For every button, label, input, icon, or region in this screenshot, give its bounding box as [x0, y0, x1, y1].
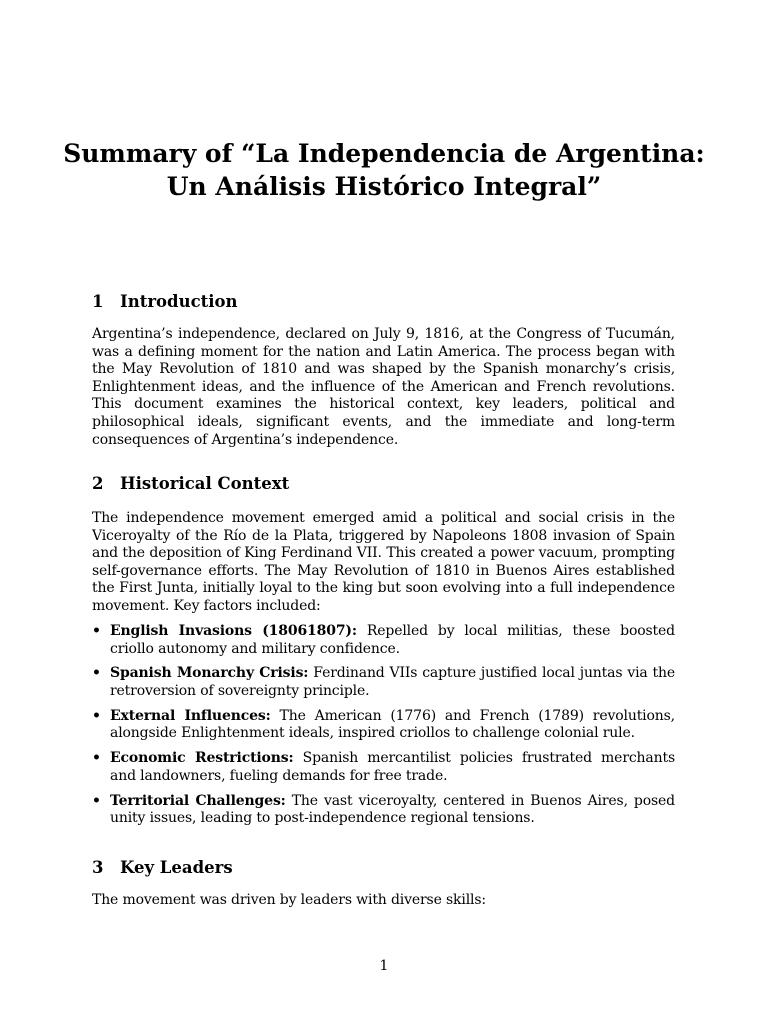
list-item-text: Repelled by local militias, these boosted criollo autonomy and military confidence. — [110, 623, 675, 657]
section-heading-historical-context — [92, 474, 289, 494]
list-item-term: External Influences: — [110, 707, 271, 724]
list-item — [92, 750, 675, 785]
list-item-text: The vast viceroyalty, centered in Buenos Aires, posed unity issues, leading to post-independence regional tensions. — [110, 792, 675, 827]
bullet-icon: • — [92, 750, 101, 767]
list-item-term: English Invasions (18061807): — [110, 623, 357, 639]
section-number: 2 — [92, 474, 104, 493]
introduction-paragraph: Argentina’s independence, declared on July 9, 1816, at the Congress of Tucumán, was a defining moment for the nation and Latin America. The process began with the May Revolution of 1810 and was shaped by the Spanish monarchy’s crisis, Enlightenment ideas, and the influence of the American and French revolutions. This document examines the historical context, key leaders, political and philosophical ideals, significant events, and the immediate and long-term consequences of Argentina’s independence. — [92, 326, 675, 448]
title-line-2: Un Análisis Histórico Integral” — [166, 172, 602, 201]
section-title: Key Leaders — [120, 858, 233, 877]
historical-context-paragraph: The independence movement emerged amid a political and social crisis in the Viceroyalty of the Río de la Plata, triggered by Napoleons 1808 invasion of Spain and the deposition of King Ferdinand VII. This created a power vacuum, prompting self-governance efforts. The May Revolution of 1810 in Buenos Aires established the First Junta, initially loyal to the king but soon evolving into a full independence movement. Key factors included: — [92, 510, 675, 614]
key-leaders-paragraph: The movement was driven by leaders with diverse skills: — [92, 892, 486, 908]
list-item-term: Territorial Challenges: — [110, 792, 286, 809]
bullet-icon: • — [92, 792, 101, 809]
section-title: Historical Context — [120, 474, 290, 493]
list-item-text: Ferdinand VIIs capture justified local juntas via the retroversion of sovereignty principle. — [110, 665, 676, 699]
bullet-icon: • — [92, 707, 101, 724]
page-number: 1 — [379, 958, 389, 974]
list-item-text: The American (1776) and French (1789) revolutions, alongside Enlightenment ideals, inspired criollos to challenge colonial rule. — [110, 707, 675, 742]
list-item — [92, 793, 675, 828]
list-item — [92, 665, 675, 700]
title-line-1: Summary of “La Independencia de Argentina: — [63, 139, 705, 168]
bullet-icon: • — [92, 623, 101, 639]
bullet-icon: • — [92, 665, 101, 682]
section-heading-key-leaders — [92, 858, 233, 878]
key-factors-list — [92, 623, 675, 835]
list-item — [92, 708, 675, 743]
section-title: Introduction — [120, 292, 238, 311]
section-heading-introduction — [92, 292, 238, 312]
list-item-text: Spanish mercantilist policies frustrated merchants and landowners, fueling demands for free trade. — [110, 750, 675, 784]
section-number: 3 — [92, 858, 104, 877]
list-item — [92, 623, 675, 658]
list-item-term: Spanish Monarchy Crisis: — [110, 665, 309, 682]
document-title — [60, 137, 708, 203]
section-number: 1 — [92, 292, 104, 311]
list-item-term: Economic Restrictions: — [110, 750, 294, 767]
